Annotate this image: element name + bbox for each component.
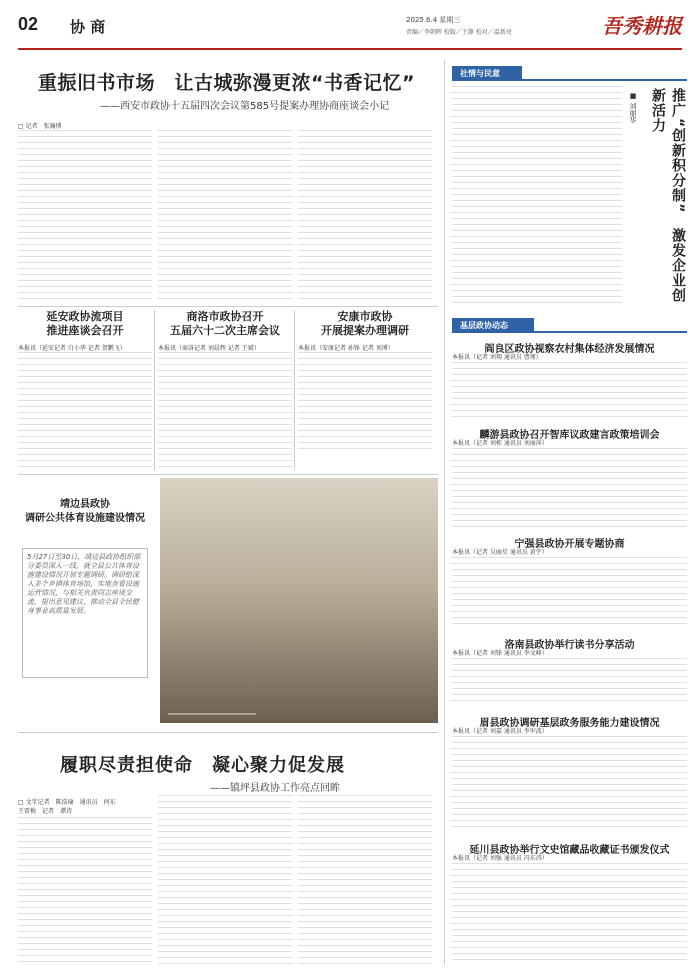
main-body-column-3 (298, 130, 432, 300)
divider (154, 310, 155, 470)
editor-credits: 责编／李朝晖 校版／王静 校对／温新亮 (406, 29, 512, 36)
news-item-2-title: 麟游县政协召开智库议政建言政策培训会 (479, 430, 660, 441)
bottom-headline: 履职尽责担使命 凝心聚力促发展 (60, 755, 345, 776)
divider (18, 474, 438, 475)
news-item-5-title: 眉县政协调研基层政务服务能力建设情况 (479, 718, 660, 729)
bottom-body-column-1 (18, 817, 152, 965)
news-item-4-lead: 本报讯（记者 刘锋 通讯员 李文峰） (452, 650, 548, 657)
bottom-byline: □ 文字记者 陈浩瑜 通讯员 何东 (18, 799, 116, 806)
sidebar-body (452, 86, 622, 306)
main-body-column-1 (18, 130, 152, 300)
sub-article-1-title: 延安政协流项目 推进座谈会召开 (46, 310, 124, 337)
news-bar: 基层政协动态 (452, 318, 534, 333)
bottom-subheadline: ——镇坪县政协工作亮点回眸 (210, 783, 340, 794)
sub-article-1-byline: 本报讯（延安记者 白小华 记者 贺鹏飞） (18, 345, 126, 352)
sidebar-author: ■ 刘丽华 (629, 92, 637, 124)
sub-article-3-title: 安康市政协 开展提案办理调研 (321, 310, 409, 337)
bottom-body-column-3 (298, 795, 432, 965)
main-headline: 重振旧书市场 让古城弥漫更浓“书香记忆” (38, 72, 415, 94)
news-item-4-body (452, 658, 687, 706)
news-item-2-body (452, 448, 687, 528)
news-item-5-lead: 本报讯（记者 刘嘉 通讯员 李军波） (452, 728, 548, 735)
news-item-3-title: 宁强县政协开展专题协商 (514, 539, 625, 550)
sidebar-feature-title: 推广“创新积分制” 激发企业创新活力 (650, 88, 686, 304)
section-name: 协 商 (70, 18, 106, 36)
sub-article-3-byline: 本报讯（安康记者 孙锋 记者 刘博） (298, 345, 394, 352)
news-item-3-lead: 本报讯（记者 吴丽星 通讯员 黄宇） (452, 549, 548, 556)
sidebar-rule (452, 79, 687, 81)
news-item-5-body (452, 736, 687, 832)
divider (18, 732, 438, 733)
news-item-1-lead: 本报讯（记者 刘翔 通讯员 曹瑾） (452, 354, 542, 361)
photo-article-title: 靖边县政协 调研公共体育设施建设情况 (25, 499, 145, 524)
sub-article-1-body (18, 352, 152, 470)
news-item-6-body (452, 863, 687, 963)
sub-article-2-title: 商洛市政协召开 五届六十二次主席会议 (170, 310, 280, 337)
news-item-6-title: 延川县政协举行文史馆藏品收藏证书颁发仪式 (469, 845, 670, 856)
news-rule (452, 331, 687, 333)
news-item-6-lead: 本报讯（记者 刘强 通讯员 冯东涛） (452, 855, 548, 862)
photo-caption: 5月27日至30日，靖边县政协组织部分委员深入一线，就全县公共体育设施建设情况开展专题调研。调研组深入多个乡镇体育场馆，实地查看设施运营情况，与相关负责同志座谈交流，提出意见建议，推动全县全民健身事业高质量发展。 (22, 548, 148, 678)
bottom-body-column-2 (158, 795, 292, 965)
column-divider (444, 60, 445, 965)
bottom-byline-2: 王雷梅 记者 谭诗 (18, 808, 73, 815)
divider (294, 310, 295, 470)
sub-article-3-body (298, 352, 432, 452)
news-item-3-body (452, 557, 687, 629)
divider (18, 306, 438, 307)
sub-article-2-body (158, 352, 292, 470)
news-item-4-title: 洛南县政协举行读书分享活动 (504, 640, 635, 651)
page-number: 02 (18, 14, 39, 34)
main-byline: □ 记者 张瀚博 (18, 123, 62, 130)
sidebar-bar: 社情与民意 (452, 66, 522, 81)
news-item-1-body (452, 362, 687, 420)
news-item-1-title: 阎良区政协视察农村集体经济发展情况 (484, 344, 655, 355)
news-photo (160, 478, 438, 723)
issue-date: 2025.6.4 星期三 (406, 16, 461, 24)
news-item-2-lead: 本报讯（记者 刘栋 通讯员 刘丽萍） (452, 440, 548, 447)
sub-article-2-byline: 本报讯（商洛记者 刘晨辉 记者 王斌） (158, 345, 260, 352)
newspaper-logo: 吾秀耕报 (602, 14, 682, 38)
main-body-column-2 (158, 130, 292, 300)
main-subheadline: ——西安市政协十五届四次会议第585号提案办理协商座谈会小记 (100, 101, 390, 112)
page-header (18, 10, 682, 50)
